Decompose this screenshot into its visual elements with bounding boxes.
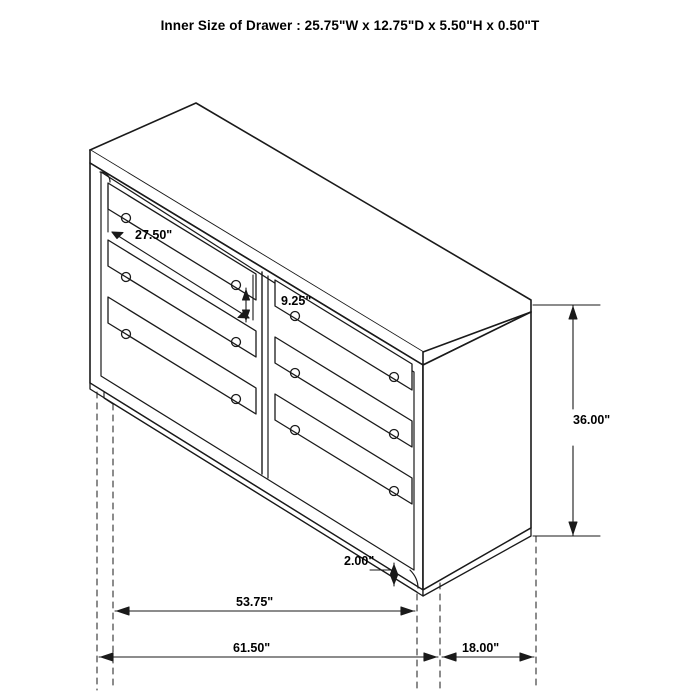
label-drawer-height: 9.25"	[281, 294, 312, 308]
label-overall-height: 36.00"	[573, 413, 611, 427]
label-depth: 18.00"	[462, 641, 500, 655]
label-base-height: 2.00"	[344, 554, 375, 568]
label-drawer-width: 27.50"	[135, 228, 173, 242]
dresser-side-panel	[423, 312, 531, 590]
label-total-width: 61.50"	[233, 641, 271, 655]
label-front-width: 53.75"	[236, 595, 274, 609]
page-title: Inner Size of Drawer : 25.75"W x 12.75"D x 5.50"H x 0.50"T	[160, 18, 540, 33]
